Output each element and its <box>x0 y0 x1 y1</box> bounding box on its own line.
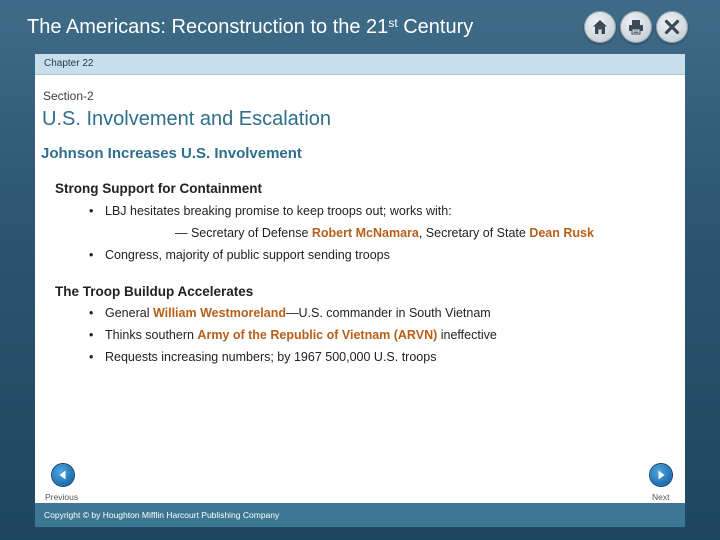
chapter-bar <box>35 54 685 75</box>
bullet-dot: • <box>89 350 94 364</box>
bullet-dot: • <box>89 204 94 218</box>
chapter-label: Chapter 22 <box>44 58 94 69</box>
slide-title: U.S. Involvement and Escalation <box>42 108 332 130</box>
bullet-arvn: Thinks southern Army of the Republic of Vietnam (ARVN) ineffective <box>105 328 497 342</box>
next-button[interactable] <box>650 464 672 486</box>
bullet-westmoreland: General William Westmoreland—U.S. commander in South Vietnam <box>105 306 491 320</box>
bullet-congress: Congress, majority of public support sending troops <box>105 248 390 262</box>
close-icon <box>663 18 681 36</box>
arrow-left-icon <box>57 469 69 481</box>
home-button[interactable] <box>584 11 616 43</box>
home-icon <box>591 18 609 36</box>
heading-containment: Strong Support for Containment <box>55 181 262 196</box>
print-button[interactable] <box>620 11 652 43</box>
bullet-dot: • <box>89 306 94 320</box>
app-title: The Americans: Reconstruction to the 21st Century <box>27 16 474 38</box>
bullet-lbj: LBJ hesitates breaking promise to keep troops out; works with: <box>105 204 452 218</box>
close-button[interactable] <box>656 11 688 43</box>
previous-button[interactable] <box>52 464 74 486</box>
heading-buildup: The Troop Buildup Accelerates <box>55 284 254 299</box>
content-panel <box>35 75 685 503</box>
print-icon <box>627 18 645 36</box>
bullet-dot: • <box>89 248 94 262</box>
next-label[interactable]: Next <box>652 492 670 502</box>
footer-bar <box>35 503 685 527</box>
section-label: Section-2 <box>43 89 94 103</box>
previous-label[interactable]: Previous <box>45 492 79 502</box>
title-bar <box>0 0 720 54</box>
sub-bullet-advisers: — Secretary of Defense Robert McNamara, Secretary of State Dean Rusk <box>175 226 594 240</box>
bullet-dot: • <box>89 328 94 342</box>
slide-subtitle: Johnson Increases U.S. Involvement <box>41 145 302 162</box>
arrow-right-icon <box>655 469 667 481</box>
copyright-text: Copyright © by Houghton Mifflin Harcourt Publishing Company <box>44 510 280 520</box>
bullet-troops: Requests increasing numbers; by 1967 500,000 U.S. troops <box>105 350 437 364</box>
